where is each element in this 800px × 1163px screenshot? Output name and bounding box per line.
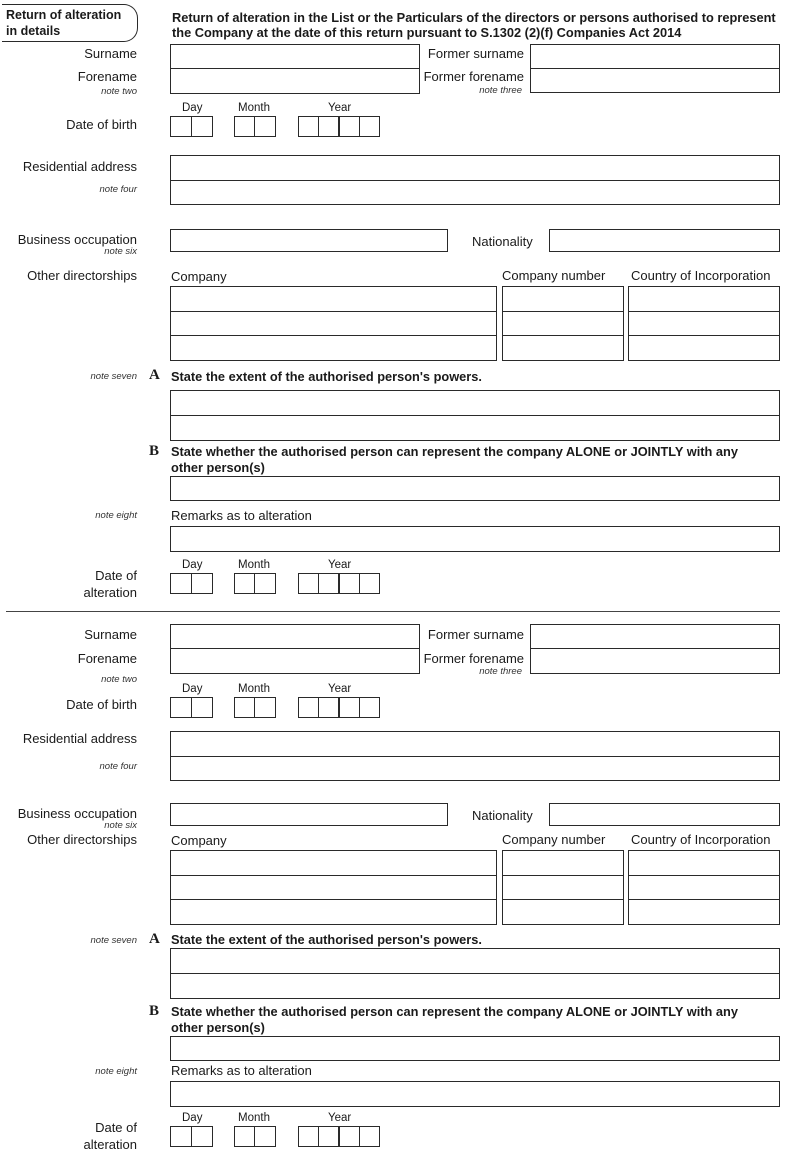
alt2-day-digit-2[interactable]	[191, 1126, 213, 1147]
alt2-year-label: Year	[328, 1112, 352, 1124]
alt2-year-digit-4[interactable]	[359, 1126, 380, 1147]
dob-month-digit-1[interactable]	[234, 116, 255, 137]
country-row-1[interactable]	[628, 286, 780, 312]
forename-label: Forename	[77, 69, 137, 84]
former-surname-input-1[interactable]	[530, 44, 780, 69]
country2-row-2[interactable]	[628, 875, 780, 900]
country2-row-1[interactable]	[628, 850, 780, 876]
represent-question2-line-1: State whether the authorised person can represent the company ALONE or JOINTLY with any	[171, 1004, 738, 1019]
section-divider	[6, 611, 780, 612]
dob-day-label-2: Day	[182, 683, 203, 695]
remarks-label-2: Remarks as to alteration	[171, 1063, 312, 1078]
company2-row-3[interactable]	[170, 899, 497, 925]
represent-question-line-2: other person(s)	[171, 460, 265, 475]
company2-row-2[interactable]	[170, 875, 497, 900]
alt-day-digit-2[interactable]	[191, 573, 213, 594]
alt2-year-digit-2[interactable]	[318, 1126, 339, 1147]
powers-line-1[interactable]	[170, 390, 780, 416]
alt-day-label: Day	[182, 559, 203, 571]
business-occupation-label: Business occupation	[17, 232, 137, 247]
address-line-2[interactable]	[170, 180, 780, 205]
company-row-2[interactable]	[170, 311, 497, 336]
note-eight-2: note eight	[95, 1066, 137, 1077]
business-occupation-input[interactable]	[170, 229, 448, 252]
date-of-alteration-label-1: Date of	[95, 568, 137, 583]
company-col-header-2: Company	[171, 833, 227, 848]
dob-month-digit-2[interactable]	[254, 116, 276, 137]
company-number-col-header: Company number	[502, 268, 606, 283]
represent-input[interactable]	[170, 476, 780, 501]
country-row-2[interactable]	[628, 311, 780, 336]
company-number-row-2[interactable]	[502, 311, 624, 336]
former-forename-label-2: Former forename	[423, 651, 524, 666]
former-forename-input-1[interactable]	[530, 68, 780, 93]
alt-month-label: Month	[238, 559, 270, 571]
former-surname-label-2: Former surname	[427, 627, 524, 642]
powers-question-2: State the extent of the authorised person's powers.	[171, 932, 482, 947]
remarks-input-2[interactable]	[170, 1081, 780, 1107]
dob-year-digit-2[interactable]	[318, 116, 339, 137]
powers2-line-1[interactable]	[170, 948, 780, 974]
note-three: note three	[479, 85, 522, 96]
powers2-line-2[interactable]	[170, 973, 780, 999]
marker-a-2: A	[149, 931, 160, 947]
address2-line-1[interactable]	[170, 731, 780, 757]
company-col-header: Company	[171, 269, 227, 284]
note-seven: note seven	[90, 371, 137, 382]
alt-month-digit-1[interactable]	[234, 573, 255, 594]
alt-year-digit-4[interactable]	[359, 573, 380, 594]
dob-year-label-2: Year	[328, 683, 352, 695]
date-of-alteration2-label-2: alteration	[83, 1137, 137, 1152]
forename-label-2: Forename	[77, 651, 137, 666]
business-occupation-input-2[interactable]	[170, 803, 448, 826]
dob-year-digit-3[interactable]	[338, 116, 360, 137]
nationality-input[interactable]	[549, 229, 780, 252]
business-occupation-label-2: Business occupation	[17, 806, 137, 821]
date-of-alteration2-label-1: Date of	[95, 1120, 137, 1135]
country-col-header: Country of Incorporation	[631, 268, 771, 283]
surname-label: Surname	[84, 46, 137, 61]
alt-month-digit-2[interactable]	[254, 573, 276, 594]
former-forename-label: Former forename	[423, 69, 524, 84]
dob-day-label: Day	[182, 102, 203, 114]
represent-question-line-1: State whether the authorised person can represent the company ALONE or JOINTLY with any	[171, 444, 738, 459]
dob-day-digit-2[interactable]	[191, 116, 213, 137]
company-number2-row-2[interactable]	[502, 875, 624, 900]
note-seven-2: note seven	[90, 935, 137, 946]
dob2-month-digit-2[interactable]	[254, 697, 276, 718]
powers-question: State the extent of the authorised person's powers.	[171, 369, 482, 384]
note-two-2: note two	[101, 674, 137, 685]
dob2-day-digit-2[interactable]	[191, 697, 213, 718]
nationality-input-2[interactable]	[549, 803, 780, 826]
dob2-day-digit-1[interactable]	[170, 697, 192, 718]
note-eight: note eight	[95, 510, 137, 521]
forename-input-1[interactable]	[170, 68, 420, 94]
section-tab-title: Return of alteration in details	[6, 8, 122, 38]
date-of-alteration-label-2: alteration	[83, 585, 137, 600]
dob-year-digit-1[interactable]	[298, 116, 319, 137]
company-number2-row-1[interactable]	[502, 850, 624, 876]
address2-line-2[interactable]	[170, 756, 780, 781]
dob-year-label: Year	[328, 102, 352, 114]
company2-row-1[interactable]	[170, 850, 497, 876]
note-four: note four	[99, 184, 137, 195]
former-forename-input-2[interactable]	[530, 648, 780, 674]
section-tab	[2, 4, 138, 42]
dob-year-digit-4[interactable]	[359, 116, 380, 137]
form-title: Return of alteration in the List or the Particulars of the directors or persons authorised to represent the Company at the date of this return pursuant to S.1302 (2)(f) Companies Act 2014	[172, 10, 776, 40]
date-of-birth-label: Date of birth	[66, 117, 137, 132]
country-col-header-2: Country of Incorporation	[631, 832, 771, 847]
marker-b-2: B	[149, 1003, 160, 1019]
note-three-2: note three	[479, 666, 522, 677]
alt2-day-label: Day	[182, 1112, 203, 1124]
dob-month-label: Month	[238, 102, 270, 114]
note-two: note two	[101, 86, 137, 97]
company-number-col-header-2: Company number	[502, 832, 606, 847]
alt-year-digit-1[interactable]	[298, 573, 319, 594]
alt2-month-digit-2[interactable]	[254, 1126, 276, 1147]
former-surname-label: Former surname	[427, 46, 524, 61]
other-directorships-label: Other directorships	[27, 268, 137, 283]
dob2-year-digit-1[interactable]	[298, 697, 319, 718]
nationality-label-2: Nationality	[472, 808, 533, 823]
remarks-label: Remarks as to alteration	[171, 508, 312, 523]
dob2-year-digit-3[interactable]	[338, 697, 360, 718]
alt2-day-digit-1[interactable]	[170, 1126, 192, 1147]
represent-input-2[interactable]	[170, 1036, 780, 1061]
note-four-2: note four	[99, 761, 137, 772]
residential-address-label-2: Residential address	[22, 731, 137, 746]
company-row-3[interactable]	[170, 335, 497, 361]
surname-input-1[interactable]	[170, 44, 420, 69]
nationality-label: Nationality	[472, 234, 533, 249]
alt-day-digit-1[interactable]	[170, 573, 192, 594]
address-line-1[interactable]	[170, 155, 780, 181]
surname-label-2: Surname	[84, 627, 137, 642]
dob2-year-digit-2[interactable]	[318, 697, 339, 718]
dob-month-label-2: Month	[238, 683, 270, 695]
company-number-row-3[interactable]	[502, 335, 624, 361]
dob2-year-digit-4[interactable]	[359, 697, 380, 718]
marker-b: B	[149, 443, 160, 459]
date-of-birth-label-2: Date of birth	[66, 697, 137, 712]
powers-line-2[interactable]	[170, 415, 780, 441]
other-directorships-label-2: Other directorships	[27, 832, 137, 847]
represent-question2-line-2: other person(s)	[171, 1020, 265, 1035]
dob2-month-digit-1[interactable]	[234, 697, 255, 718]
forename-input-2[interactable]	[170, 648, 420, 674]
surname-input-2[interactable]	[170, 624, 420, 649]
country-row-3[interactable]	[628, 335, 780, 361]
alt2-year-digit-1[interactable]	[298, 1126, 319, 1147]
note-six: note six	[104, 246, 137, 257]
alt-year-label: Year	[328, 559, 352, 571]
remarks-input[interactable]	[170, 526, 780, 552]
dob-day-digit-1[interactable]	[170, 116, 192, 137]
alt2-month-digit-1[interactable]	[234, 1126, 255, 1147]
alt-year-digit-3[interactable]	[338, 573, 360, 594]
residential-address-label: Residential address	[22, 159, 137, 174]
company-row-1[interactable]	[170, 286, 497, 312]
former-surname-input-2[interactable]	[530, 624, 780, 649]
alt-year-digit-2[interactable]	[318, 573, 339, 594]
alt2-year-digit-3[interactable]	[338, 1126, 360, 1147]
marker-a: A	[149, 367, 160, 383]
alt2-month-label: Month	[238, 1112, 270, 1124]
company-number2-row-3[interactable]	[502, 899, 624, 925]
company-number-row-1[interactable]	[502, 286, 624, 312]
note-six-2: note six	[104, 820, 137, 831]
country2-row-3[interactable]	[628, 899, 780, 925]
